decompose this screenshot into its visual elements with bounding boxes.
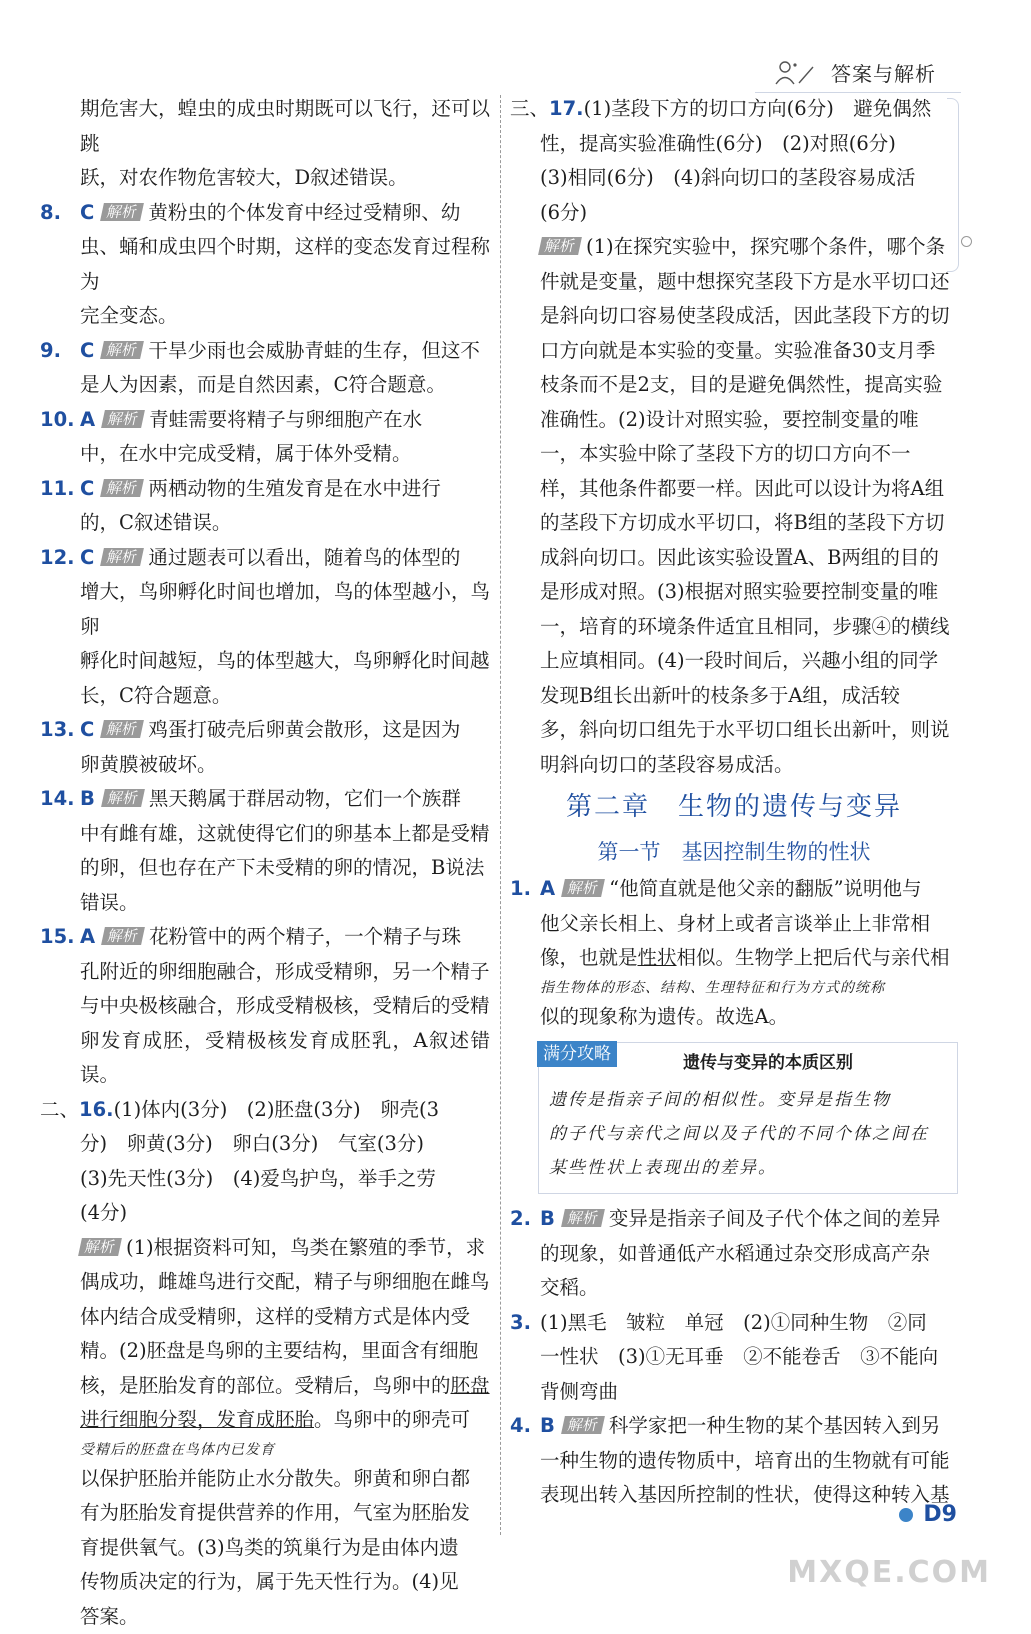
analysis-text: “他简直就是他父亲的翻版”说明他与 (609, 877, 921, 900)
reader-icon (773, 59, 817, 87)
answer-choice: C (80, 477, 94, 500)
text-line: 以保护胚胎并能防止水分散失。卵黄和卵白都 (40, 1462, 490, 1497)
analysis-text: 干旱少雨也会威胁青蛙的生存，但这不 (148, 339, 480, 362)
page-number: D9 (923, 1502, 957, 1527)
answer-choice: A (80, 408, 95, 431)
text-line: 件就是变量，题中想探究茎段下方是水平切口还 (510, 265, 958, 300)
text-line: 分) 卵黄(3分) 卵白(3分) 气室(3分) (40, 1127, 490, 1162)
text-line: 一性状 (3)①无耳垂 ②不能卷舌 ③不能向 (510, 1340, 958, 1375)
analysis-tag: 解析 (538, 237, 582, 255)
text-line: 是斜向切口容易使茎段成活，因此茎段下方的切 (510, 299, 958, 334)
chapter-title: 第二章 生物的遗传与变异 (510, 784, 958, 830)
answer-text: (1)黑毛 皱粒 单冠 (2)①同种生物 ②同 (540, 1311, 927, 1334)
question-number: 9. (40, 334, 80, 369)
text-line: 明斜向切口的茎段容易成活。 (510, 748, 958, 783)
text-line: 。鸟卵中的卵壳可 (314, 1408, 470, 1431)
text-line: 多，斜向切口组先于水平切口组长出新叶，则说 (510, 713, 958, 748)
page-footer (899, 1502, 957, 1527)
answer-choice: C (80, 546, 94, 569)
text-line: 增大，鸟卵孵化时间也增加，鸟的体型越小，鸟卵 (40, 575, 490, 644)
answer-choice: C (80, 339, 94, 362)
text-line: 虫、蛹和成虫四个时期，这样的变态发育过程称为 (40, 230, 490, 299)
answer-choice: C (80, 201, 94, 224)
analysis-text: 鸡蛋打破壳后卵黄会散形，这是因为 (148, 718, 460, 741)
question-number: 12. (40, 541, 80, 576)
text-line: (6分) (510, 196, 958, 231)
text-line: 育提供氧气。(3)鸟类的筑巢行为是由体内遗 (40, 1531, 490, 1566)
text-line: 性，提高实验准确性(6分) (2)对照(6分) (510, 127, 958, 162)
text-line: 他父亲长相上、身材上或者言谈举止上非常相 (510, 907, 958, 942)
text-line: 是人为因素，而是自然因素，C符合题意。 (40, 368, 490, 403)
text-line: 有为胚胎发育提供营养的作用，气室为胚胎发 (40, 1496, 490, 1531)
answer-choice: A (80, 925, 95, 948)
text-line: 传物质决定的行为，属于先天性行为。(4)见 (40, 1565, 490, 1600)
answer-1 (510, 872, 958, 1034)
answer-text: (1)茎段下方的切口方向(6分) 避免偶然 (584, 97, 932, 120)
text-line: 上应填相同。(4)一段时间后，兴趣小组的同学 (510, 644, 958, 679)
text-line: 表现出转入基因所控制的性状，使得这种转入基 (510, 1478, 958, 1513)
text-line: 的茎段下方切成水平切口，将B组的茎段下方切 (510, 506, 958, 541)
analysis-text: 黄粉虫的个体发育中经过受精卵、幼 (148, 201, 460, 224)
part-label: 二、 (40, 1098, 79, 1121)
answer-2 (510, 1202, 958, 1306)
answer-9 (40, 334, 490, 403)
analysis-text: 青蛙需要将精子与卵细胞产在水 (149, 408, 422, 431)
analysis-tag: 解析 (561, 1416, 605, 1434)
column-divider (500, 95, 501, 1535)
analysis-tag: 解析 (100, 479, 144, 497)
text-line: 卵黄膜被破坏。 (40, 748, 490, 783)
text-line: 中，在水中完成受精，属于体外受精。 (40, 437, 490, 472)
text-line: 准确性。(2)设计对照实验，要控制变量的唯 (510, 403, 958, 438)
text-line: 的现象，如普通低产水稻通过杂交形成高产杂 (510, 1237, 958, 1272)
header-title: 答案与解析 (831, 58, 936, 87)
question-number: 14. (40, 782, 80, 817)
answer-choice: B (540, 1414, 555, 1437)
text-line: 相似。生物学上把后代与亲代相 (677, 946, 950, 969)
answer-12 (40, 541, 490, 714)
tip-line: 遗传是指亲子间的相似性。变异是指生物 (539, 1083, 957, 1117)
text-line: 的卵，但也存在产下未受精的卵的情况，B说法 (40, 851, 490, 886)
text-line: 交稻。 (510, 1271, 958, 1306)
answer-3 (510, 1306, 958, 1410)
tip-box (538, 1042, 958, 1194)
answer-17 (510, 92, 958, 782)
analysis-tag: 解析 (100, 341, 144, 359)
text-line: 一，培育的环境条件适宜且相同，步骤④的横线 (510, 610, 958, 645)
text-line: (3)先天性(3分) (4)爱鸟护鸟，举手之劳 (40, 1162, 490, 1197)
answer-text: (1)体内(3分) (2)胚盘(3分) 卵壳(3 (114, 1098, 440, 1121)
question-number: 16. (79, 1093, 114, 1128)
text-line: 成斜向切口。因此该实验设置A、B两组的目的 (510, 541, 958, 576)
text-line: 期危害大，蝗虫的成虫时期既可以飞行，还可以跳 (40, 92, 490, 161)
text-line: 长，C符合题意。 (40, 679, 490, 714)
analysis-tag: 解析 (561, 1209, 605, 1227)
answer-8 (40, 196, 490, 334)
text-line: 是形成对照。(3)根据对照实验要控制变量的唯 (510, 575, 958, 610)
right-column (510, 92, 958, 1513)
analysis-text: 科学家把一种生物的某个基因转入到另 (609, 1414, 941, 1437)
underlined-text: 胚盘 (451, 1374, 490, 1397)
analysis-text: 变异是指亲子间及子代个体之间的差异 (609, 1207, 941, 1230)
text-line: 错误。 (40, 886, 490, 921)
analysis-tag: 解析 (101, 789, 145, 807)
question-number: 13. (40, 713, 80, 748)
text-line: 的，C叙述错误。 (40, 506, 490, 541)
answer-choice: C (80, 718, 94, 741)
analysis-tag: 解析 (100, 548, 144, 566)
text-line: 核，是胚胎发育的部位。受精后，鸟卵中的 (80, 1374, 451, 1397)
analysis-text: (1)在探究实验中，探究哪个条件，哪个条 (586, 235, 945, 258)
side-tab-dot (961, 236, 972, 247)
text-line: 背侧弯曲 (510, 1375, 958, 1410)
text-line: 卵发育成胚，受精极核发育成胚乳，A叙述错误。 (40, 1024, 490, 1093)
text-line: 枝条而不是2支，目的是避免偶然性，提高实验 (510, 368, 958, 403)
question-number: 17. (549, 92, 584, 127)
answer-15 (40, 920, 490, 1093)
answer-13 (40, 713, 490, 782)
analysis-text: 花粉管中的两个精子，一个精子与珠 (149, 925, 461, 948)
text-line: 似的现象称为遗传。故选A。 (510, 1000, 958, 1035)
page-header (773, 58, 936, 87)
analysis-tag: 解析 (101, 927, 145, 945)
text-line: 样，其他条件都要一样。因此可以设计为将A组 (510, 472, 958, 507)
text-line: (3)相同(6分) (4)斜向切口的茎段容易成活 (510, 161, 958, 196)
answer-10 (40, 403, 490, 472)
analysis-text: 两栖动物的生殖发育是在水中进行 (148, 477, 441, 500)
handwritten-note: 受精后的胚盘在鸟体内已发育 (40, 1438, 490, 1462)
answer-choice: B (80, 787, 95, 810)
analysis-tag: 解析 (101, 410, 145, 428)
text-line: 发现B组长出新叶的枝条多于A组，成活较 (510, 679, 958, 714)
text-line: 体内结合成受精卵，这样的受精方式是体内受 (40, 1300, 490, 1335)
answer-11 (40, 472, 490, 541)
text-line: 与中央极核融合，形成受精极核，受精后的受精 (40, 989, 490, 1024)
question-number: 8. (40, 196, 80, 231)
text-line: 中有雌有雄，这就使得它们的卵基本上都是受精 (40, 817, 490, 852)
answer-choice: B (540, 1207, 555, 1230)
text-line: 孔附近的卵细胞融合，形成受精卵，另一个精子 (40, 955, 490, 990)
tip-title: 遗传与变异的本质区别 (539, 1043, 957, 1083)
section-title: 第一节 基因控制生物的性状 (510, 832, 958, 872)
underlined-text: 进行细胞分裂，发育成胚胎 (80, 1408, 314, 1431)
text-line: 偶成功，雌雄鸟进行交配，精子与卵细胞在雌鸟 (40, 1265, 490, 1300)
analysis-tag: 解析 (561, 879, 605, 897)
part-label: 三、 (510, 97, 549, 120)
tip-badge: 满分攻略 (537, 1041, 617, 1067)
text-line: 精。(2)胚盘是鸟卵的主要结构，里面含有细胞 (40, 1334, 490, 1369)
page-dot-icon (899, 1508, 913, 1522)
text-line: 答案。 (40, 1600, 490, 1634)
text-line: 像，也就是 (540, 946, 638, 969)
left-column (40, 92, 490, 1634)
analysis-tag: 解析 (78, 1238, 122, 1256)
answer-16 (40, 1093, 490, 1634)
text-line: 孵化时间越短，鸟的体型越大，鸟卵孵化时间越 (40, 644, 490, 679)
question-number: 1. (510, 872, 540, 907)
text-line: 一种生物的遗传物质中，培育出的生物就有可能 (510, 1444, 958, 1479)
text-line: (4分) (40, 1196, 490, 1231)
text-line: 一，本实验中除了茎段下方的切口方向不一 (510, 437, 958, 472)
watermark: MXQE.COM (787, 1555, 991, 1590)
underlined-text: 性状 (638, 946, 677, 969)
answer-choice: A (540, 877, 555, 900)
analysis-text: 通过题表可以看出，随着鸟的体型的 (148, 546, 460, 569)
analysis-text: (1)根据资料可知，鸟类在繁殖的季节，求 (126, 1236, 485, 1259)
tip-line: 某些性状上表现出的差异。 (539, 1151, 957, 1185)
question-number: 3. (510, 1306, 540, 1341)
analysis-text: 黑天鹅属于群居动物，它们一个族群 (149, 787, 461, 810)
text-line: 完全变态。 (40, 299, 490, 334)
analysis-tag: 解析 (100, 720, 144, 738)
question-number: 11. (40, 472, 80, 507)
question-number: 15. (40, 920, 80, 955)
question-number: 4. (510, 1409, 540, 1444)
text-line: 跃，对农作物危害较大，D叙述错误。 (40, 161, 490, 196)
answer-4 (510, 1409, 958, 1513)
answer-14 (40, 782, 490, 920)
tip-line: 的子代与亲代之间以及子代的不同个体之间在 (539, 1117, 957, 1151)
question-number: 10. (40, 403, 80, 438)
question-number: 2. (510, 1202, 540, 1237)
handwritten-note: 指生物体的形态、结构、生理特征和行为方式的统称 (510, 976, 958, 1000)
analysis-tag: 解析 (100, 203, 144, 221)
text-line: 口方向就是本实验的变量。实验准备30支月季 (510, 334, 958, 369)
